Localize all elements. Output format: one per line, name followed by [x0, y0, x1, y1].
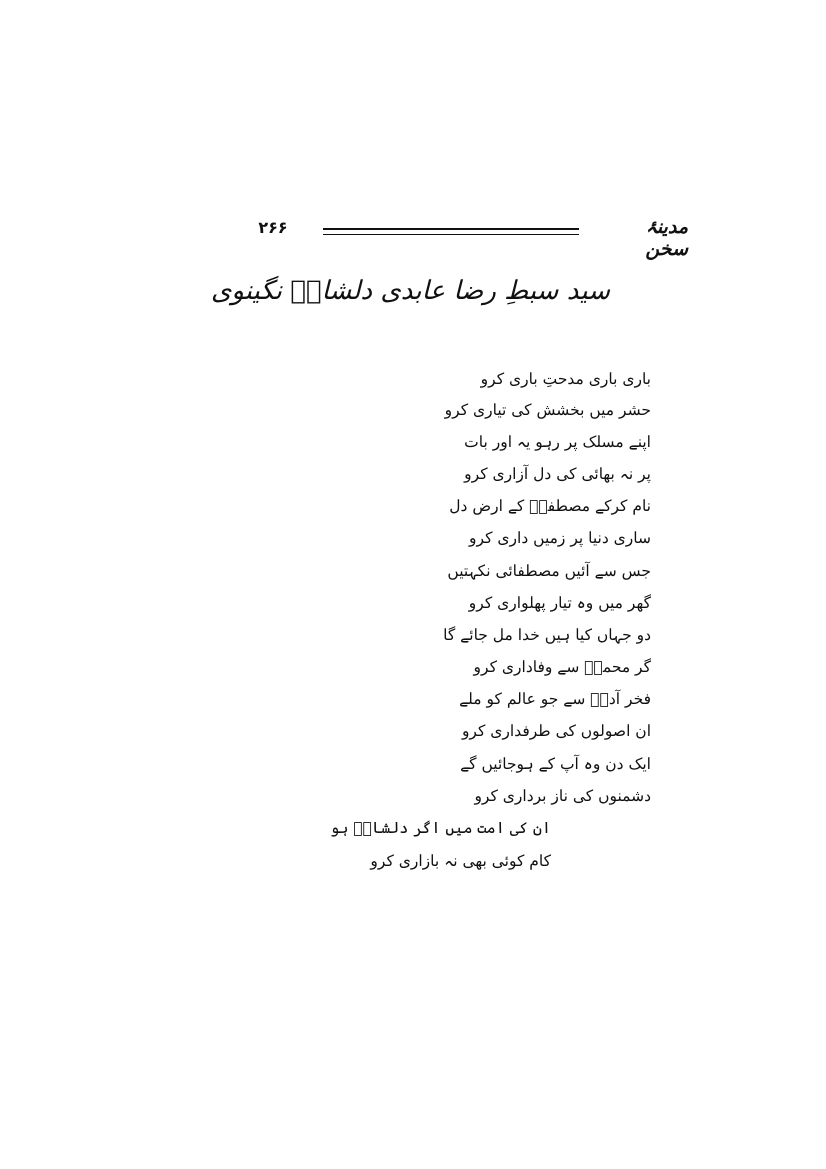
verse-line: باری باری مدحتِ باری کرو: [480, 370, 651, 388]
verse-line: کام کوئی بھی نہ بازاری کرو: [370, 852, 551, 870]
running-title: مدینۂ سخن: [645, 216, 688, 260]
verse-line: جس سے آئیں مصطفائی نکہتیں: [447, 562, 651, 580]
header-double-rule: [323, 228, 579, 237]
verse-line: دشمنوں کی ناز برداری کرو: [474, 787, 651, 805]
header-rule-top: [323, 228, 579, 230]
verse-line: دو جہاں کیا ہیں خدا مل جائے گا: [443, 626, 651, 644]
poet-name-heading: سید سبطِ رضا عابدی دلشادؔ نگینوی: [210, 276, 610, 306]
header-rule-bottom: [323, 234, 579, 235]
verse-line: اپنے مسلک پر رہو یہ اور بات: [464, 433, 651, 451]
verse-line: حشر میں بخشش کی تیاری کرو: [444, 401, 651, 419]
page-number: ۲۶۶: [258, 218, 288, 237]
verse-line: ایک دن وہ آپ کے ہوجائیں گے: [460, 755, 651, 773]
verse-line: نام کرکے مصطفیؐ کے ارض دل: [449, 497, 651, 515]
verse-line: گھر میں وہ تیار پھلواری کرو: [468, 594, 651, 612]
verse-line: ساری دنیا پر زمیں داری کرو: [469, 529, 651, 547]
verse-line: ان اصولوں کی طرفداری کرو: [461, 722, 651, 740]
verse-line: ان کی امت میں اگر دلشادؔ ہو: [330, 819, 551, 837]
verse-line: پر نہ بھائی کی دل آزاری کرو: [464, 465, 651, 483]
verse-line: گر محمدؐ سے وفاداری کرو: [473, 658, 651, 676]
verse-line: فخر آدمؑ سے جو عالم کو ملے: [459, 690, 651, 708]
